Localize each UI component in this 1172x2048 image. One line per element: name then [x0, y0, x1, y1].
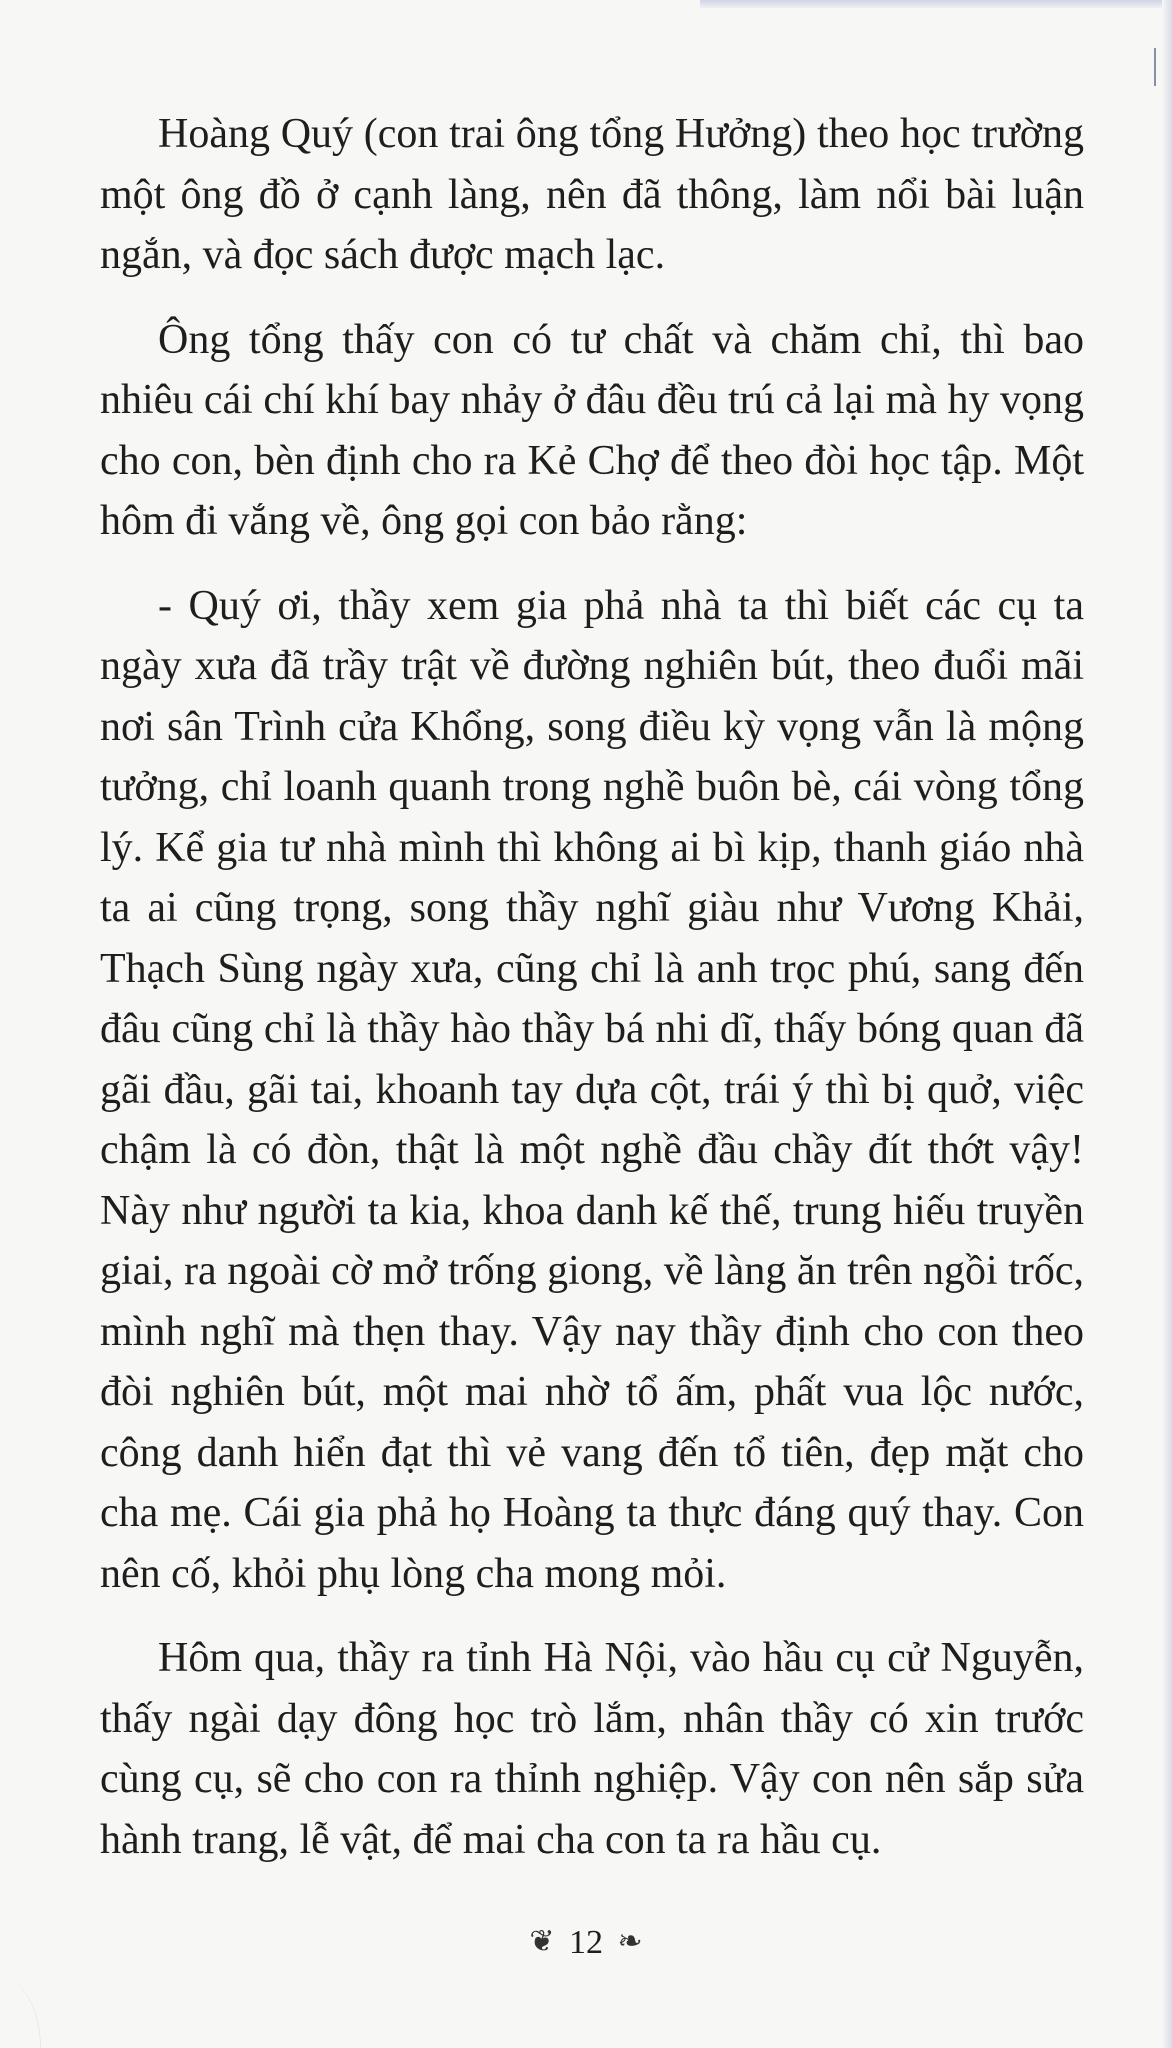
page-number: 12 — [569, 1924, 603, 1961]
page-edge-mark — [1154, 48, 1156, 86]
paragraph-2: Ông tổng thấy con có tư chất và chăm chỉ, thì bao nhiêu cái chí khí bay nhảy ở đâu đều trú cả lại mà hy vọng cho con, bèn định cho ra Kẻ Chợ để theo đòi học tập. Một hôm đi vắng về, ông gọi con bảo rằng: — [100, 316, 1084, 544]
paragraph-3-dialogue: - Quý ơi, thầy xem gia phả nhà ta thì biết các cụ ta ngày xưa đã trầy trật về đường nghiên bút, theo đuổi mãi nơi sân Trình cửa Khổng, song điều kỳ vọng vẫn là mộng tưởng, chỉ loanh quanh trong nghề buôn bè, cái vòng tổng lý. Kể gia tư nhà mình thì không ai bì kịp, thanh giáo nhà ta ai cũng trọng, song thầy nghĩ giàu như Vương Khải, Thạch Sùng ngày xưa, cũng chỉ là anh trọc phú, sang đến đâu cũng chỉ là thầy hào thầy bá nhi dĩ, thấy bóng quan đã gãi đầu, gãi tai, khoanh tay dựa cột, trái ý thì bị quở, việc chậm là có đòn, thật là một nghề đầu chầy đít thớt vậy! Này như người ta kia, khoa danh kế thế, trung hiếu truyền giai, ra ngoài cờ mở trống giong, về làng ăn trên ngồi trốc, mình nghĩ mà thẹn thay. Vậy nay thầy định cho con theo đòi nghiên bút, một mai nhờ tổ ấm, phất vua lộc nước, công danh hiển đạt thì vẻ vang đến tổ tiên, đẹp mặt cho cha mẹ. Cái gia phả họ Hoàng ta thực đáng quý thay. Con nên cố, khỏi phụ lòng cha mong mỏi. — [100, 582, 1084, 1597]
paragraph-1: Hoàng Quý (con trai ông tổng Hưởng) theo học trường một ông đồ ở cạnh làng, nên đã thông, làm nổi bài luận ngắn, và đọc sách được mạch lạc. — [100, 111, 1084, 278]
page-footer — [0, 1924, 1172, 1962]
left-ornament-icon: ❦ — [529, 1925, 555, 1958]
paragraph-4: Hôm qua, thầy ra tỉnh Hà Nội, vào hầu cụ cử Nguyễn, thấy ngài dạy đông học trò lắm, nhân thầy có xin trước cùng cụ, sẽ cho con ra thỉnh nghiệp. Vậy con nên sắp sửa hành trang, lễ vật, để mai cha con ta ra hầu cụ. — [100, 1635, 1084, 1863]
right-ornament-icon: ❧ — [617, 1925, 643, 1958]
scan-edge-top — [700, 0, 1172, 8]
body-text — [100, 104, 1084, 1894]
page-corner-curl — [0, 1978, 41, 2048]
scan-edge-right — [1162, 0, 1172, 2048]
